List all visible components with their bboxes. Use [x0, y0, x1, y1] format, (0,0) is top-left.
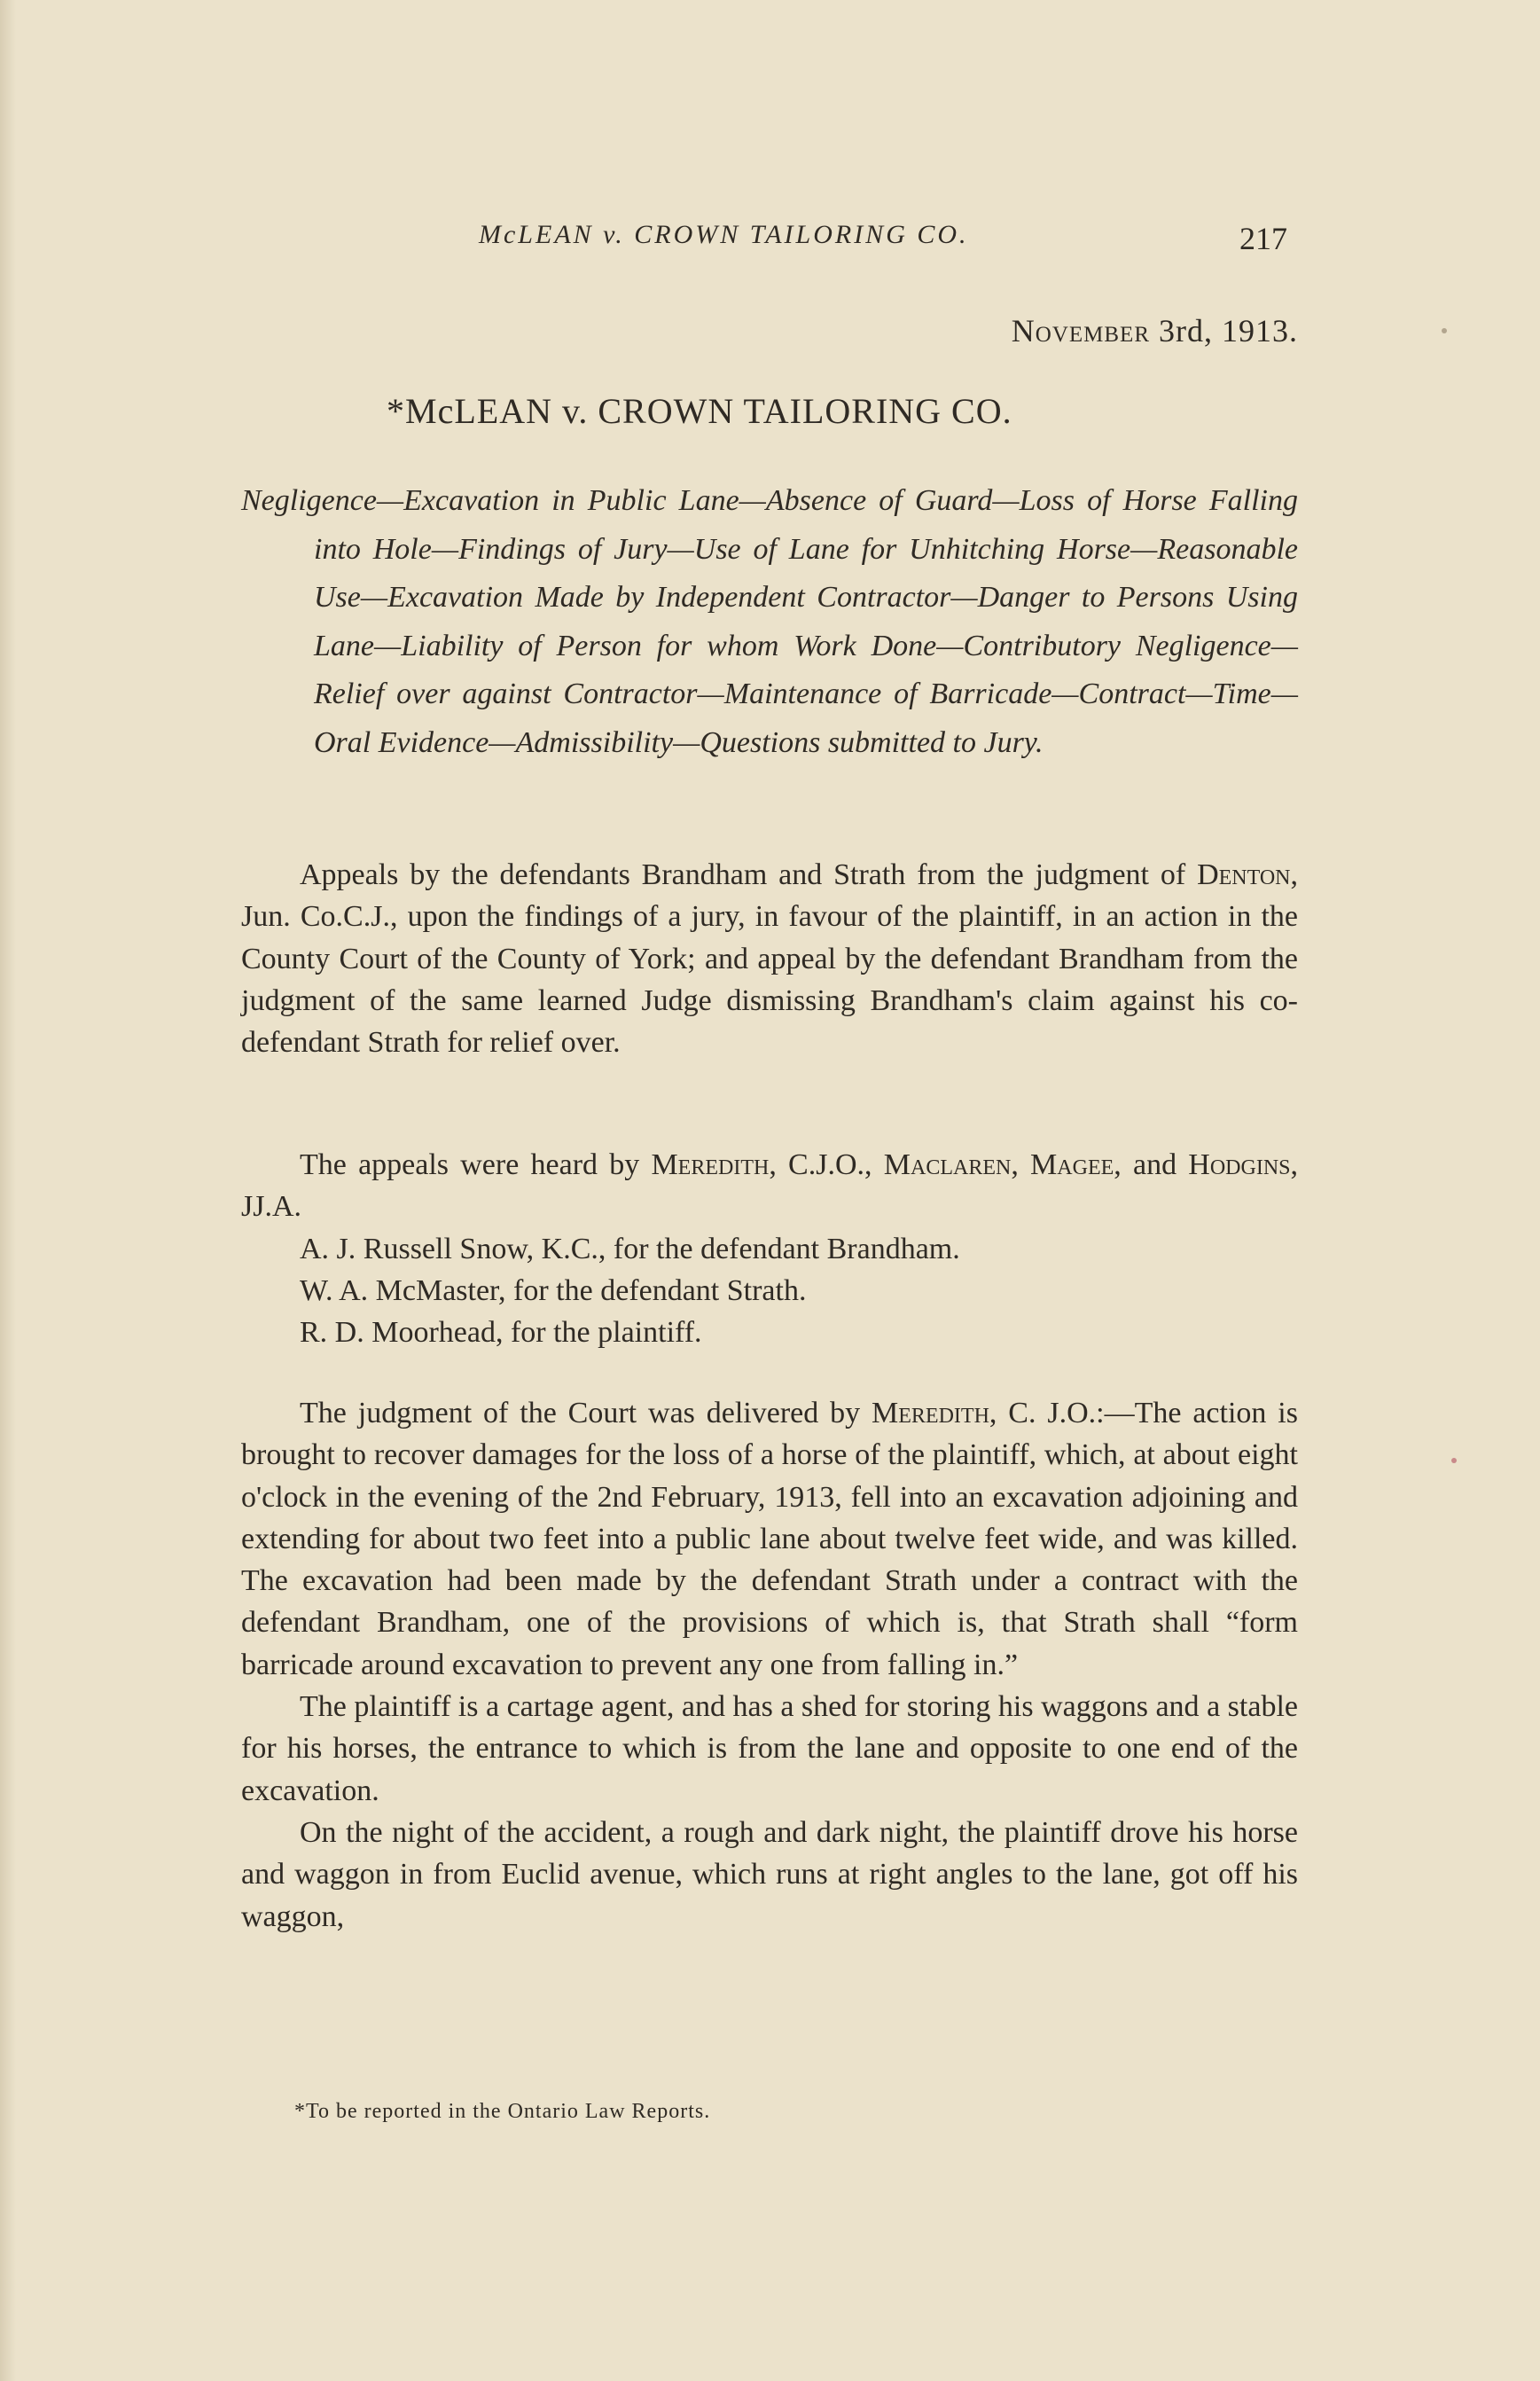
- paper-speck: [1442, 328, 1447, 333]
- judge-name: Hodgins: [1188, 1148, 1291, 1181]
- appeal-paragraph: [241, 854, 1298, 1063]
- appeal-text-2: , Jun. Co.C.J., upon the findings of a jury, in favour of the plaintiff, in an action in the County Court of the County of York; and appeal by the defendant Brandham from the judgment of the same learned Judge dismissing Brandham's claim against his co-defendant Strath for relief over.: [241, 858, 1298, 1060]
- judge-name: Denton: [1197, 858, 1291, 891]
- date-month: November: [1011, 313, 1150, 349]
- judgment-body: [241, 1392, 1298, 1938]
- running-head: McLEAN v. CROWN TAILORING CO.: [479, 220, 969, 249]
- date-rest: 3rd, 1913.: [1150, 313, 1298, 349]
- decision-date: [1012, 312, 1298, 349]
- judge-name: Maclaren: [883, 1148, 1012, 1181]
- heard-text-2: , C.J.O.,: [769, 1148, 884, 1181]
- headnote: Negligence—Excavation in Public Lane—Absence of Guard—Loss of Horse Falling into Hole—Findings of Jury—Use of Lane for Unhitching Horse—Reasonable Use—Excavation Made by Independent Contractor—Danger to Persons Using Lane—Liability of Person for whom Work Done—Contributory Negligence—Relief over against Contractor—Maintenance of Barricade—Contract—Time—Oral Evidence—Admissibility—Questions submitted to Jury.: [241, 484, 1298, 759]
- heard-text-5: , JJ.A.: [241, 1148, 1299, 1224]
- case-title: *McLEAN v. CROWN TAILORING CO.: [387, 391, 1012, 431]
- binding-shadow: [0, 0, 16, 2381]
- judge-name: Meredith: [651, 1148, 770, 1181]
- heard-text-4: , and: [1114, 1148, 1189, 1181]
- paper-speck: [1451, 1458, 1457, 1463]
- heard-text-3: ,: [1011, 1148, 1031, 1181]
- judge-name: Meredith: [872, 1397, 989, 1429]
- counsel-line: W. A. McMaster, for the defendant Strath.: [300, 1273, 807, 1307]
- heard-text-1: The appeals were heard by: [300, 1148, 652, 1181]
- page-number: 217: [1239, 221, 1287, 256]
- judgment-text-2: , C. J.O.:—The action is brought to recover damages for the loss of a horse of the plaintiff, which, at about eight o'clock in the evening of the 2nd February, 1913, fell into an excavation adjoining and extending for about two feet into a public lane about twelve feet wide, and was killed. The excavation had been made by the defendant Strath under a contract with the defendant Brandham, one of the provisions of which is, that Strath shall “form barricade around excavation to prevent any one from falling in.”: [241, 1397, 1298, 1681]
- judgment-paragraph: [241, 1392, 1298, 1686]
- judgment-text-4: On the night of the accident, a rough and dark night, the plaintiff drove his horse and waggon in from Euclid avenue, which runs at right angles to the lane, got off his waggon,: [241, 1815, 1298, 1933]
- judgment-text-1: The judgment of the Court was delivered by: [300, 1397, 872, 1429]
- counsel-line: A. J. Russell Snow, K.C., for the defendant Brandham.: [300, 1232, 960, 1265]
- judge-name: Magee: [1030, 1148, 1114, 1181]
- appeal-text-1: Appeals by the defendants Brandham and Strath from the judgment of: [300, 858, 1198, 891]
- heard-by-paragraph: [241, 1144, 1298, 1353]
- footnote: *To be reported in the Ontario Law Reports.: [294, 2100, 711, 2123]
- judgment-paragraph: [241, 1686, 1298, 1812]
- judgment-text-3: The plaintiff is a cartage agent, and has a shed for storing his waggons and a stable for his horses, the entrance to which is from the lane and opposite to one end of the excavation.: [241, 1690, 1298, 1807]
- judgment-paragraph: [241, 1812, 1298, 1938]
- counsel-line: R. D. Moorhead, for the plaintiff.: [300, 1316, 702, 1350]
